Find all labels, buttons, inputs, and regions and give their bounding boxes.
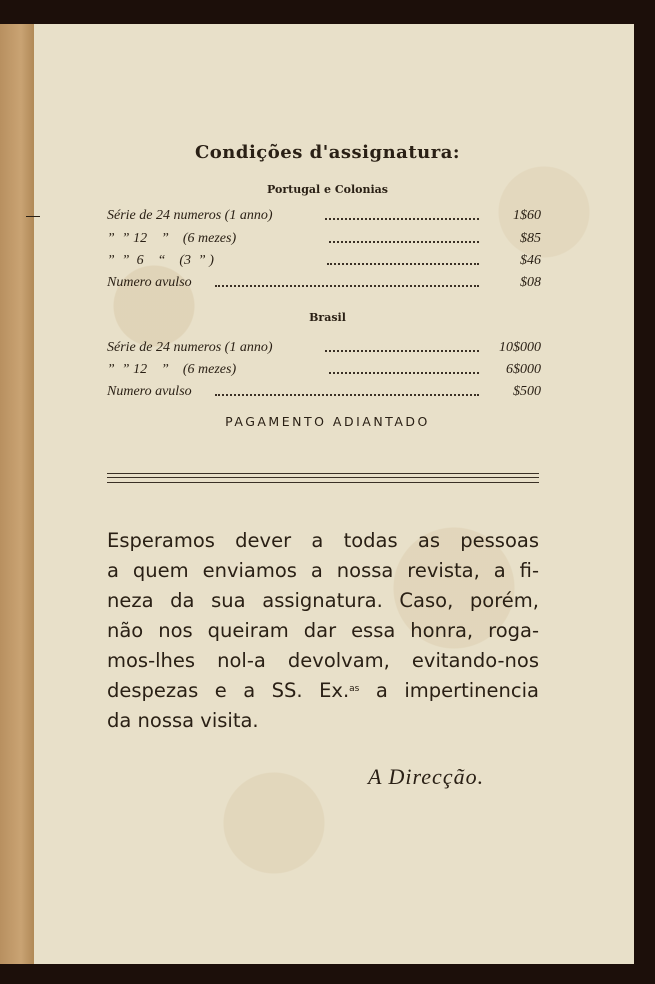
divider-rule	[107, 473, 539, 474]
message-line: a quem enviamos a nossa revista, a fi-	[107, 559, 539, 582]
price-row	[107, 360, 541, 380]
row-label: Numero avulso	[107, 384, 192, 399]
payment-note: PAGAMENTO ADIANTADO	[225, 414, 430, 429]
price-row	[107, 273, 541, 293]
dot-leader	[325, 350, 479, 352]
row-label: ” ” 12 ” (6 mezes)	[107, 231, 237, 246]
message-line-end: a impertinencia	[359, 679, 539, 702]
message-line	[107, 676, 539, 706]
row-label: Série de 24 numeros (1 anno)	[107, 340, 273, 355]
price-row	[107, 382, 541, 402]
dot-leader	[215, 285, 479, 287]
message-line: neza da sua assignatura. Caso, porém,	[107, 589, 539, 612]
signature: A Direcção.	[368, 764, 485, 789]
section-heading-portugal: Portugal e Colonias	[267, 183, 388, 196]
message-line: mos-lhes nol-a devolvam, evitando-nos	[107, 649, 539, 672]
row-price: 10$000	[499, 340, 541, 355]
price-row	[107, 338, 541, 358]
message-line: da nossa visita.	[107, 709, 259, 732]
row-label: Série de 24 numeros (1 anno)	[107, 208, 273, 223]
page	[34, 24, 634, 964]
dot-leader	[215, 394, 479, 396]
message-paragraph	[107, 526, 539, 736]
bottom-border	[0, 964, 655, 984]
row-price: 1$60	[513, 208, 541, 223]
row-price: $08	[520, 275, 541, 290]
row-price: $500	[513, 384, 541, 399]
superscript-abbrev: as	[349, 684, 360, 694]
price-row	[107, 229, 541, 249]
dot-leader	[325, 218, 479, 220]
row-price: $46	[520, 253, 541, 268]
row-label: Numero avulso	[107, 275, 192, 290]
message-line: Esperamos dever a todas as pessoas	[107, 529, 539, 552]
section-heading-brasil: Brasil	[309, 311, 346, 324]
page-title: Condições d'assignatura:	[194, 142, 461, 163]
row-price: $85	[520, 231, 541, 246]
row-label: ” ” 12 ” (6 mezes)	[107, 362, 237, 377]
dot-leader	[329, 372, 479, 374]
message-line-start: despezas e a SS. Ex.	[107, 679, 350, 702]
divider-rule	[107, 482, 539, 483]
row-label: ” ” 6 “ (3 ” )	[107, 253, 214, 268]
dot-leader	[327, 263, 479, 265]
row-price: 6$000	[506, 362, 541, 377]
divider-rule	[107, 477, 539, 478]
dot-leader	[329, 241, 479, 243]
book-spine	[0, 24, 38, 972]
price-row	[107, 251, 541, 271]
margin-mark	[26, 216, 40, 217]
price-row	[107, 206, 541, 226]
message-line: não nos queiram dar essa honra, roga-	[107, 619, 539, 642]
